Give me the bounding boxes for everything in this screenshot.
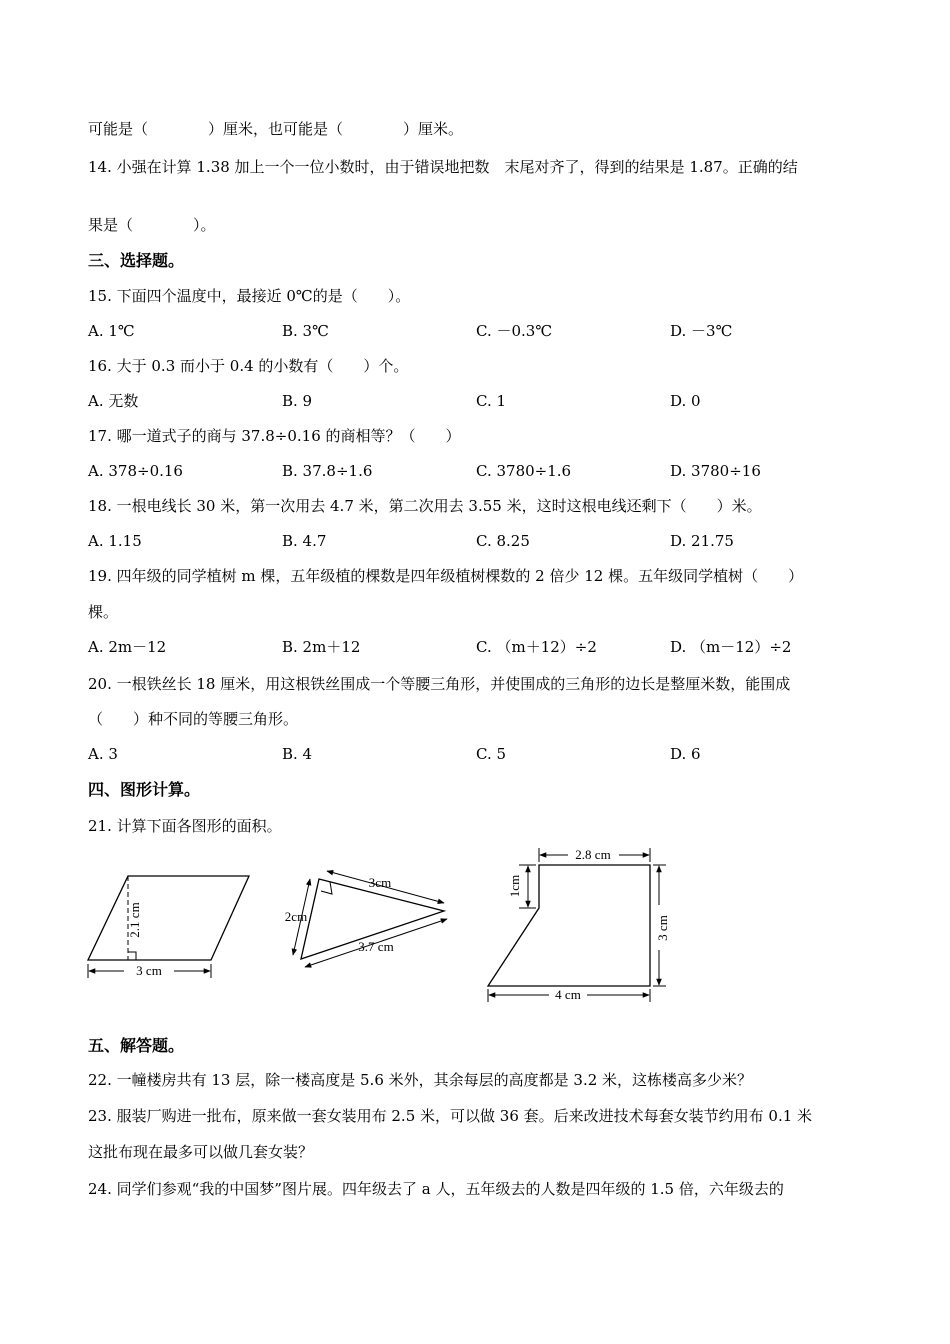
option-a: A. 1.15 xyxy=(88,532,142,550)
question-23: 23. 服装厂购进一批布，原来做一套女装用布 2.5 米，可以做 36 套。后来改进技术每套女装节约用布 0.1 米 xyxy=(88,1107,813,1125)
option-b: B. 37.8÷1.6 xyxy=(282,462,373,480)
geometry-figures xyxy=(0,840,950,1020)
option-d: D. 21.75 xyxy=(670,532,734,550)
option-c: C. 3780÷1.6 xyxy=(476,462,572,480)
option-b: B. 2m＋12 xyxy=(282,638,361,656)
question-14: 14. 小强在计算 1.38 加上一个一位小数时，由于错误地把数 末尾对齐了，得到的结果是 1.87。正确的结 xyxy=(88,158,798,176)
option-c: C. 8.25 xyxy=(476,532,530,550)
option-a: A. 378÷0.16 xyxy=(88,462,183,480)
triangle-left-label: 2cm xyxy=(284,909,308,924)
question-21: 21. 计算下面各图形的面积。 xyxy=(88,817,282,835)
section-4-heading: 四、图形计算。 xyxy=(88,780,201,799)
option-a: A. 1℃ xyxy=(88,322,135,340)
question-14-cont: 果是（ ）。 xyxy=(88,216,216,234)
trapezoid-left-label: 1cm xyxy=(507,874,522,898)
question-15: 15. 下面四个温度中，最接近 0℃的是（ ）。 xyxy=(88,287,411,305)
section-5-heading: 五、解答题。 xyxy=(88,1036,185,1055)
option-d: D. （m－12）÷2 xyxy=(670,638,792,656)
option-b: B. 4 xyxy=(282,745,313,763)
parallelogram-figure xyxy=(88,876,249,978)
trapezoid-figure xyxy=(488,847,670,1002)
question-16: 16. 大于 0.3 而小于 0.4 的小数有（ ）个。 xyxy=(88,357,409,375)
section-3-heading: 三、选择题。 xyxy=(88,251,185,270)
option-b: B. 3℃ xyxy=(282,322,329,340)
right-angle-mark xyxy=(128,952,136,960)
question-20: 20. 一根铁丝长 18 厘米，用这根铁丝围成一个等腰三角形，并使围成的三角形的边长是整厘米数，能围成 xyxy=(88,675,791,693)
option-a: A. 3 xyxy=(88,745,118,763)
question-19-cont: 棵。 xyxy=(88,603,119,621)
question-17: 17. 哪一道式子的商与 37.8÷0.16 的商相等？（ ） xyxy=(88,427,461,445)
trapezoid-top-label: 2.8 cm xyxy=(575,847,611,862)
parallelogram-height-label: 2.1 cm xyxy=(127,902,142,938)
trapezoid-right-label: 3 cm xyxy=(655,915,670,941)
option-d: D. 3780÷16 xyxy=(670,462,761,480)
right-angle-mark xyxy=(321,882,332,894)
option-c: C. －0.3℃ xyxy=(476,322,553,340)
option-b: B. 9 xyxy=(282,392,313,410)
parallelogram-base-label: 3 cm xyxy=(136,963,162,978)
triangle-bottom-label: 3.7 cm xyxy=(358,939,394,954)
question-22: 22. 一幢楼房共有 13 层，除一楼高度是 5.6 米外，其余每层的高度都是 3.2 米，这栋楼高多少米？ xyxy=(88,1071,753,1089)
option-d: D. －3℃ xyxy=(670,322,733,340)
option-a: A. 2m－12 xyxy=(88,638,167,656)
question-18: 18. 一根电线长 30 米，第一次用去 4.7 米，第二次用去 3.55 米，这时这根电线还剩下（ ）米。 xyxy=(88,497,762,515)
option-d: D. 6 xyxy=(670,745,701,763)
option-a: A. 无数 xyxy=(88,392,139,410)
option-c: C. 1 xyxy=(476,392,507,410)
question-24: 24. 同学们参观“我的中国梦”图片展。四年级去了 a 人，五年级去的人数是四年级的 1.5 倍，六年级去的 xyxy=(88,1180,784,1198)
option-c: C. 5 xyxy=(476,745,507,763)
parallelogram-shape xyxy=(88,876,249,960)
question-13-tail: 可能是（ ）厘米，也可能是（ ）厘米。 xyxy=(88,120,464,138)
option-c: C. （m＋12）÷2 xyxy=(476,638,597,656)
question-20-cont: （ ）种不同的等腰三角形。 xyxy=(88,710,299,728)
trapezoid-bottom-label: 4 cm xyxy=(555,987,581,1002)
triangle-top-label: 3cm xyxy=(368,875,392,890)
triangle-figure xyxy=(285,871,447,967)
option-d: D. 0 xyxy=(670,392,701,410)
question-23-cont: 这批布现在最多可以做几套女装？ xyxy=(88,1143,314,1161)
question-19: 19. 四年级的同学植树 m 棵，五年级植的棵数是四年级植树棵数的 2 倍少 12 棵。五年级同学植树（ ） xyxy=(88,567,804,585)
option-b: B. 4.7 xyxy=(282,532,327,550)
